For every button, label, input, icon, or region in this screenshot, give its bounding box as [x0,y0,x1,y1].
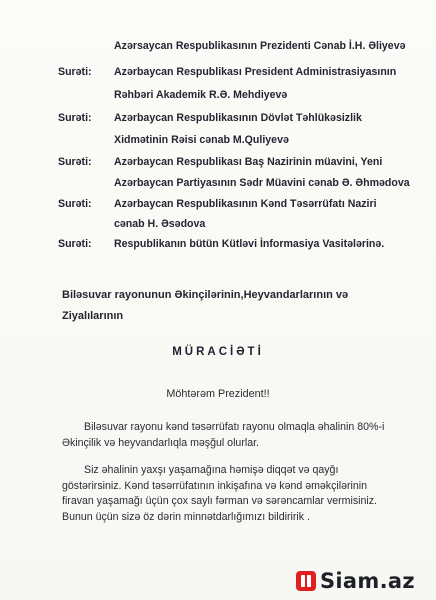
document-title: MÜRACİƏTİ [172,346,264,358]
sender-line: Biləsuvar rayonunun Əkinçilərinin,Heyvandarlarının və [62,289,349,301]
addressee-line: Azərbaycan Partiyasının Sədr Müavini cənab Ə. Əhmədova [114,177,410,189]
watermark-text: Siam.az [320,569,415,593]
addressee-line: Azərbaycan Respublikasının Dövlət Təhlükəsizlik [114,112,362,124]
addressee-line: Xidmətinin Rəisi cənab M.Quliyevə [114,134,289,146]
body-paragraph [62,463,390,525]
siam-logo-icon [296,571,316,591]
salutation: Möhtərəm Prezident!! [166,388,270,400]
sender-line: Ziyalılarının [62,310,124,322]
sender-block [62,285,402,327]
copy-label: Surəti: [58,238,92,250]
copy-label: Surəti: [58,156,92,168]
addressee-line: Rəhbəri Akademik R.Ə. Mehdiyevə [114,89,288,101]
paragraph-text: Siz əhalinin yaxşı yaşamağına həmişə diqqət və qayğı göstərirsiniz. Kənd təsərrüfatının inkişafına və kənd əməkçilərinin firavan yaşamağı üçün çox saylı fərman və sərəncamlar vermisiniz. Bunun üçün sizə öz dərin minnətdarlığımızı bildiririk . [62,464,377,523]
paragraph-text: Biləsuvar rayonu kənd təsərrüfatı rayonu olmaqla əhalinin 80%-i Əkinçilik və heyvandarlıqla məşğul olurlar. [62,421,385,449]
copy-label: Surəti: [58,66,92,78]
addressee-line: Azərbaycan Respublikası President Administrasiyasının [114,66,397,78]
addressee-line: Azərsaycan Respublikasının Prezidenti Cənab İ.H. Əliyevə [114,40,406,52]
addressee-line: Respublikanın bütün Kütləvi İnformasiya Vasitələrinə. [114,238,385,250]
addressee-line: Azərbaycan Respublikasının Kənd Təsərrüfatı Naziri [114,198,377,210]
addressee-line: cənab H. Əsədova [114,218,206,230]
copy-label: Surəti: [58,198,92,210]
site-watermark [296,567,434,595]
body-paragraph [62,420,390,451]
copy-label: Surəti: [58,112,92,124]
addressee-line: Azərbaycan Respublikası Baş Nazirinin müavini, Yeni [114,156,383,168]
